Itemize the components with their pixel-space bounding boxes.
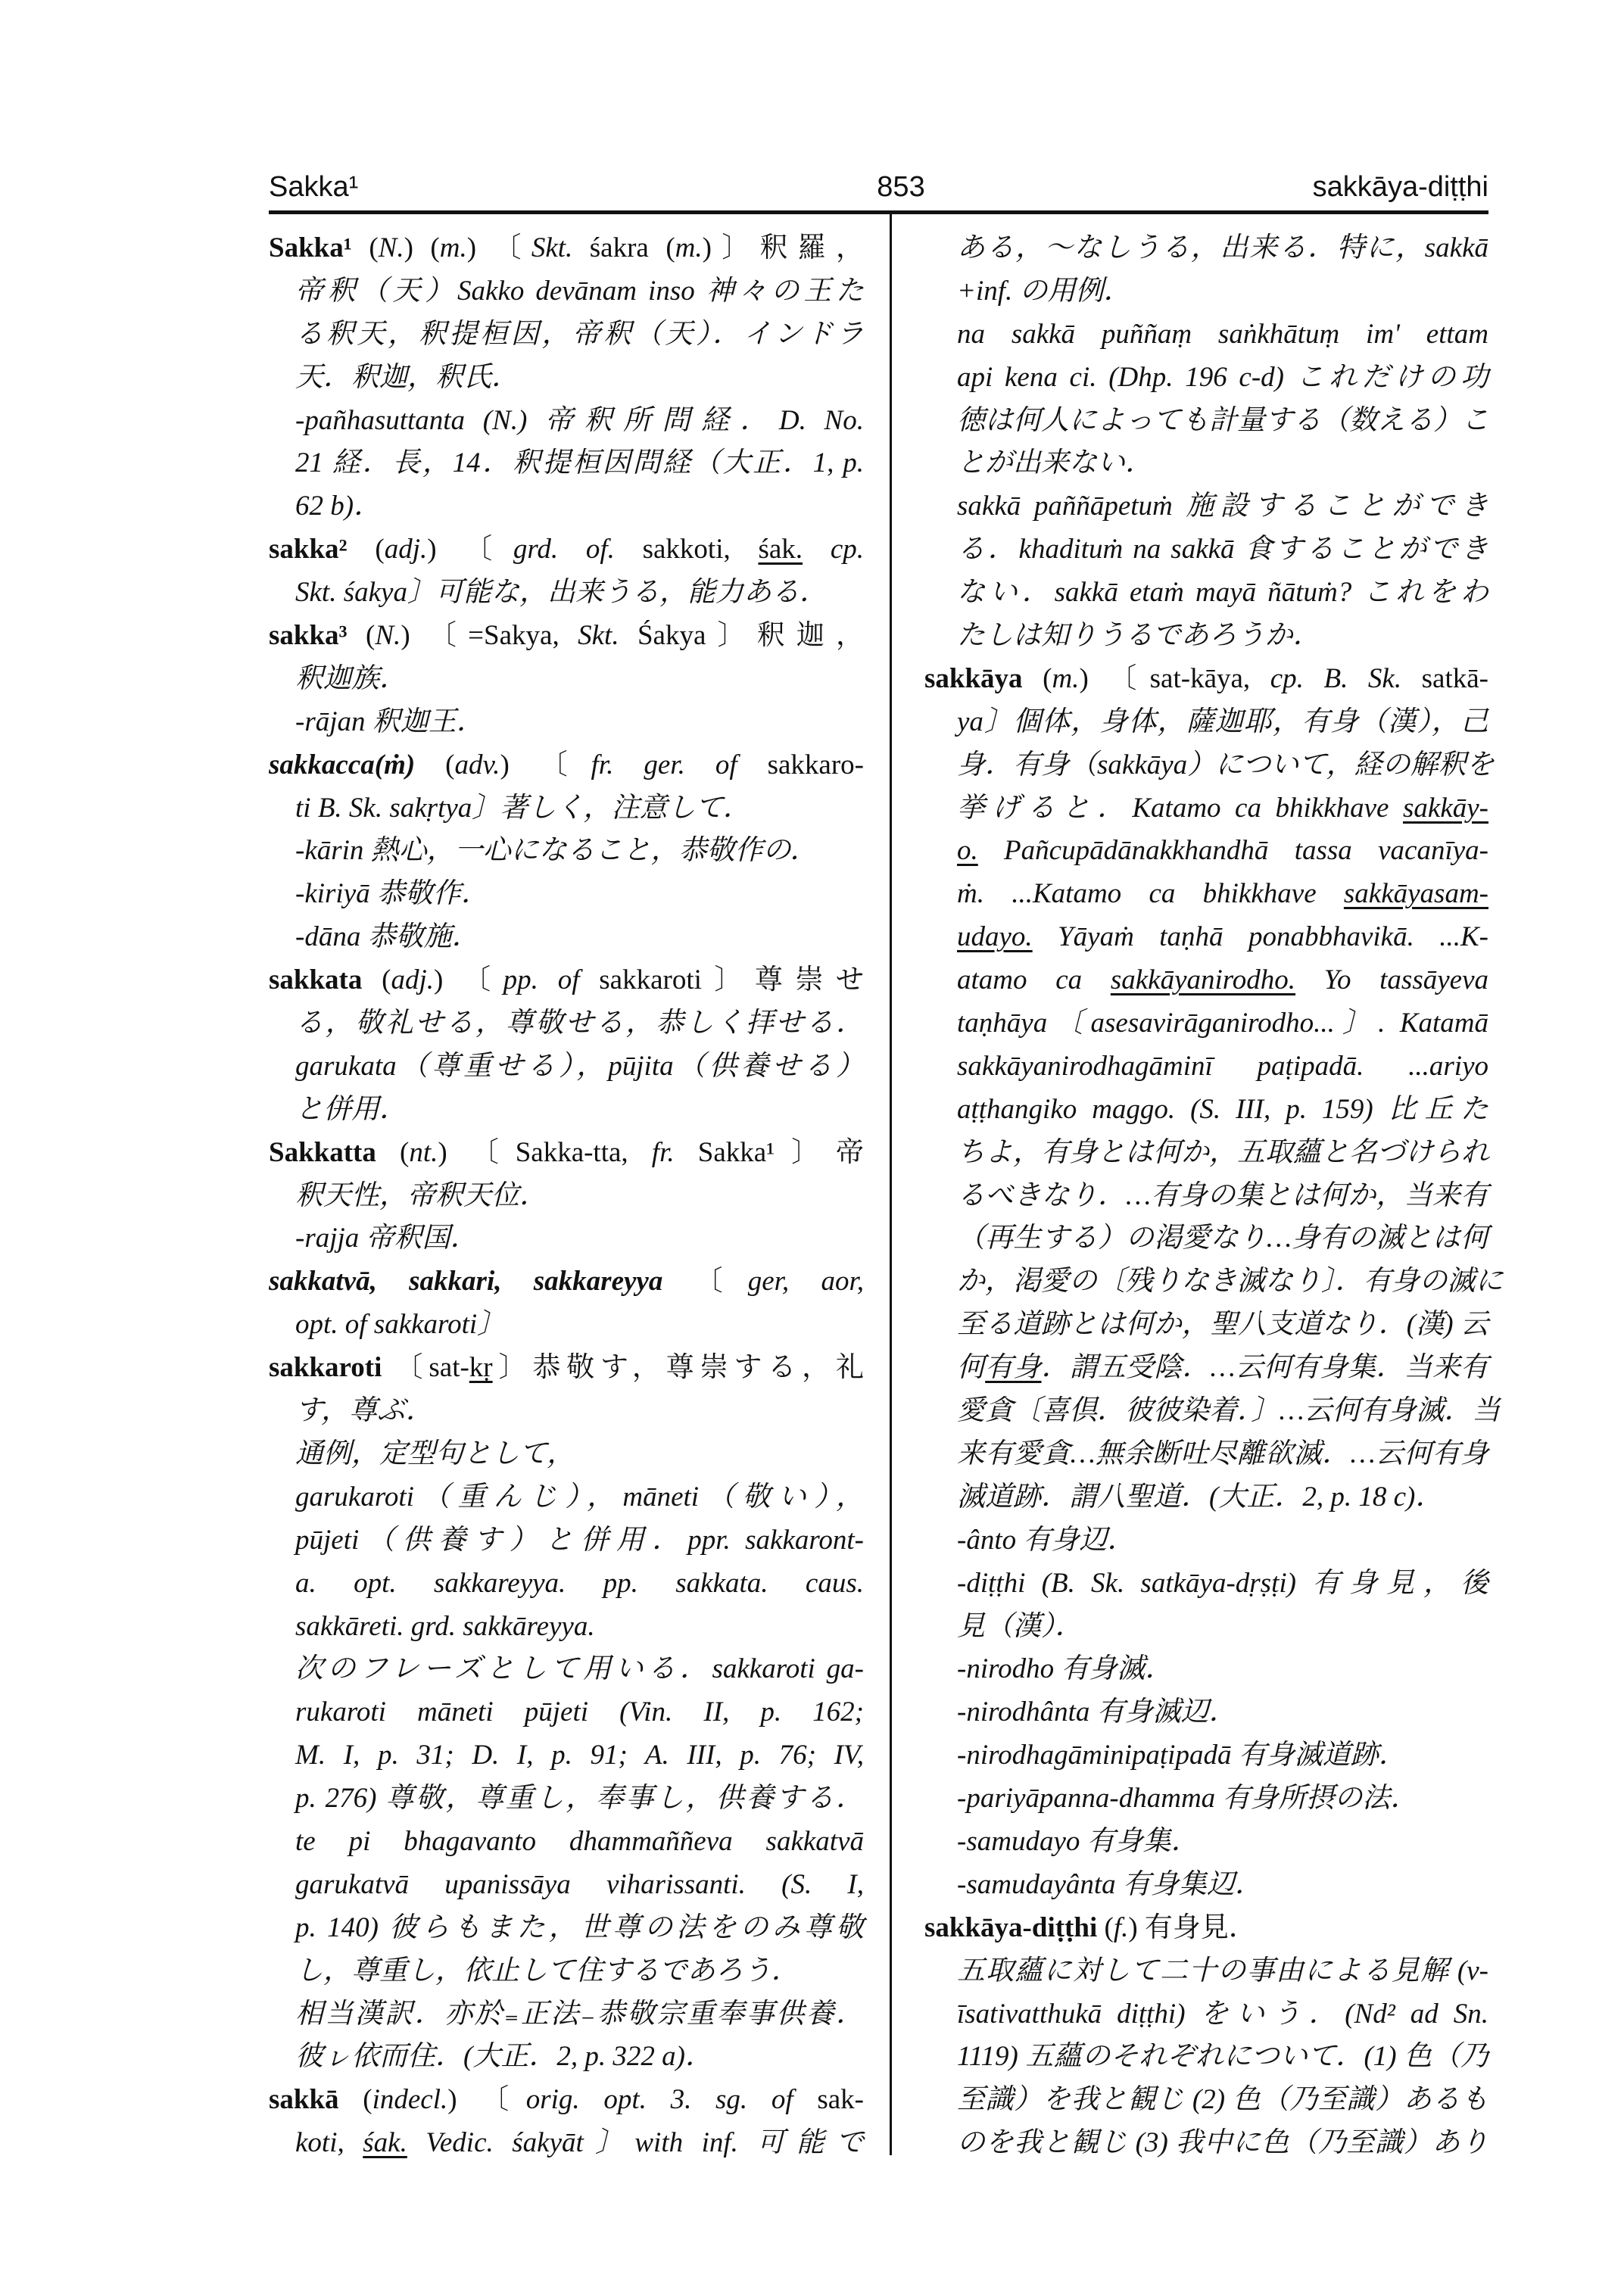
text-run: ちよ，有身とは何か，五取蘊と名づけられ (957, 1136, 1489, 1168)
entry-text-line (269, 1433, 864, 1476)
text-run: sakkāyanirodhagāminī paṭipadā. ...ariyo (957, 1050, 1488, 1082)
entry-text-line (924, 313, 1488, 357)
text-run: B. Sk. (1050, 1567, 1125, 1599)
text-run: ない．sakkā etaṁ mayā ñātuṁ? これをわ (957, 577, 1488, 609)
text-run: る釈天，釈提桓因，帝釈（天）．インドラ (295, 318, 864, 350)
text-run: orig. opt. 3. sg. of (525, 2084, 793, 2116)
headword: sakkaroti (269, 1352, 382, 1384)
entry-text-line (924, 1390, 1501, 1433)
text-run: す，尊ぶ． (295, 1395, 434, 1427)
running-head-right: sakkāya-diṭṭhi (1312, 171, 1488, 203)
header-rule (269, 210, 1488, 214)
entry-text-line (924, 2122, 1488, 2165)
headword: sakkacca(ṁ) (269, 749, 416, 780)
text-run: aṭṭhangiko maggo. (S. III, p. 159) 比丘た (957, 1093, 1488, 1125)
text-run: ) 帝釈所問経．D. No. (518, 404, 864, 436)
text-run: ) 〔=Sakya, (401, 620, 578, 652)
entry-text-line (269, 572, 864, 615)
headword: sakkā (269, 2084, 339, 2116)
entry-text-line (269, 1734, 864, 1777)
headword: sakkāya (924, 662, 1023, 694)
entry-text-line (924, 1045, 1488, 1089)
text-run: 彼ㇾ依而住．(大正．2, p. 322 a)． (295, 2041, 713, 2073)
text-run: 何 (957, 1352, 986, 1384)
underlined-text: sakkāyanirodho. (1110, 964, 1296, 996)
entry-text-line (924, 615, 1488, 658)
text-run: 来有愛貪…無余断吐尽離欲滅．…云何有身 (957, 1438, 1488, 1469)
entry-text-line (924, 572, 1488, 615)
text-run: -samudayo 有身集． (957, 1825, 1199, 1857)
text-run: -samudayânta 有身集辺． (957, 1868, 1263, 1900)
entry-text-line (924, 2036, 1488, 2079)
entry-text-line (924, 916, 1488, 959)
entry-text-line (269, 1950, 864, 1993)
entry-text-line (924, 1260, 1504, 1304)
text-run: 次のフレーズとして用いる．sakkaroti ga- (295, 1653, 864, 1685)
text-run: 〔sat- (382, 1352, 469, 1384)
entry-text-line (924, 357, 1488, 400)
entry-text-line (924, 1993, 1488, 2036)
entry-text-line (924, 1132, 1488, 1175)
entry-text-line (269, 1562, 864, 1606)
text-run: ppr. (687, 1524, 731, 1556)
text-run: 62 b)． (295, 491, 382, 522)
entry-headword-line (269, 1260, 864, 1304)
entry-text-line (269, 270, 864, 313)
entry-text-line (924, 270, 1488, 313)
text-run: sakkaroti〕 (366, 1309, 506, 1341)
text-run: -kārin 熱心，一心になること，恭敬作の． (295, 835, 818, 867)
text-run: ( (1022, 662, 1052, 694)
text-run: fr. ger. of (591, 749, 737, 780)
text-run: koti, (295, 2127, 363, 2159)
text-run: garukata（尊重せる），pūjita（供養せる） (295, 1050, 864, 1082)
text-run: grd. of. (513, 534, 615, 565)
text-run: m. (675, 232, 703, 263)
text-run: sakṛtya〕著しく，注意して． (382, 792, 751, 824)
entry-headword-line (269, 1347, 864, 1390)
text-run: atamo ca (957, 964, 1111, 996)
entry-headword-line (269, 1132, 864, 1175)
entry-text-line (924, 1606, 1488, 1649)
text-run: Śakya〕釈迦， (619, 620, 864, 652)
entry-headword-line (269, 615, 864, 658)
text-run: cp. B. Sk. (1270, 662, 1402, 694)
text-run: Skt. (531, 232, 573, 263)
text-run: Yo tassāyeva (1295, 964, 1488, 996)
text-run: るべきなり．…有身の集とは何か，当来有 (957, 1179, 1488, 1211)
text-run: śakya〕可能な，出来うる，能力ある． (336, 577, 828, 609)
text-run: N. (375, 620, 401, 652)
text-run: 通例，定型句として， (295, 1438, 575, 1469)
entry-text-line (269, 1002, 864, 1045)
entry-text-line (269, 1390, 864, 1433)
text-run: sakkāreti. (295, 1610, 411, 1642)
text-run: Vedic. (425, 2127, 494, 2159)
text-run: ある，～なしうる，出来る．特に，sakkā (957, 232, 1488, 263)
entry-text-line (269, 1907, 864, 1950)
entry-text-line (269, 357, 864, 400)
text-run: m. (1052, 662, 1080, 694)
entry-text-line (269, 787, 864, 830)
text-run: taṇhāya〔asesavirāganirodho...〕. Katamā (957, 1008, 1488, 1039)
text-run: Skt. (578, 620, 619, 652)
entry-text-line (269, 1175, 864, 1218)
headword: Sakka¹ (269, 232, 352, 263)
text-run: -dāna 恭敬施． (295, 921, 480, 953)
text-run (407, 2127, 426, 2158)
entry-text-line (269, 1089, 864, 1132)
text-run: -kiriyā 恭敬作． (295, 878, 489, 910)
entry-text-line (269, 2036, 864, 2079)
headword: sakka³ (269, 620, 348, 652)
text-run: のを我と観じ (3) 我中に色（乃至識）あり (957, 2127, 1488, 2159)
entry-text-line (924, 1777, 1488, 1821)
entry-text-line (924, 2079, 1488, 2122)
text-run: te pi bhagavanto dhammaññeva sakkatvā (295, 1825, 864, 1857)
text-run: Sakka¹〕帝 (674, 1136, 865, 1168)
text-run: adv. (454, 749, 500, 780)
text-run: grd. (410, 1610, 457, 1642)
entry-text-line (269, 658, 864, 701)
text-run: る．khadituṁ na sakkā 食することができ (957, 534, 1488, 565)
left-column (269, 227, 864, 2165)
text-run: śakyāt〕 (493, 2127, 635, 2159)
entry-text-line (269, 1648, 864, 1691)
entry-text-line (269, 1821, 864, 1864)
text-run: N. (492, 404, 519, 436)
text-run: śakra ( (572, 232, 675, 263)
text-run: 五取蘊に対して二十の事由による見解 (v- (957, 1955, 1488, 1986)
entry-headword-line (269, 528, 864, 572)
entry-text-line (924, 1476, 1488, 1519)
entry-text-line (269, 2122, 864, 2165)
text-run: 釈天性，帝釈天位． (295, 1179, 547, 1211)
entry-text-line (269, 1606, 864, 1649)
underlined-text: 有身 (985, 1352, 1042, 1384)
entry-text-line (924, 1433, 1488, 1476)
underlined-text: śak. (758, 534, 803, 565)
headword: sakkatvā, sakkari, sakkareyya (269, 1266, 663, 1298)
entry-headword-line (269, 2079, 864, 2122)
underlined-text: udayo. (957, 921, 1033, 953)
entry-text-line (269, 1217, 864, 1260)
text-run (803, 534, 831, 565)
text-run: garukatvā upanissāya viharissanti. (S. I, (295, 1868, 864, 1900)
entry-text-line (269, 873, 864, 916)
entry-text-line (924, 528, 1488, 572)
text-run: pūjeti（供養す）と併用． (295, 1524, 688, 1556)
entry-text-line (924, 227, 1488, 270)
entry-text-line (924, 1691, 1488, 1734)
text-run: ) 〔Sakka-tta, (438, 1136, 652, 1168)
text-run: る，敬礼せる，尊敬せる，恭しく拝せる． (295, 1008, 864, 1039)
text-run: Skt. (295, 577, 337, 609)
text-run: pp. of (503, 964, 580, 996)
underlined-text: śak. (363, 2127, 407, 2159)
text-run: か，渇愛の〔残りなき滅なり〕．有身の滅に (957, 1266, 1504, 1298)
text-run: ) 〔 (466, 232, 531, 263)
right-column (924, 227, 1504, 2165)
entry-text-line (269, 1993, 864, 2036)
underlined-text: sakkāyasam- (1343, 878, 1488, 910)
text-run: sak- (793, 2084, 864, 2116)
entry-text-line (924, 1347, 1488, 1390)
text-run: ( (1097, 1911, 1114, 1943)
text-run: indecl. (372, 2084, 448, 2116)
entry-text-line (924, 400, 1488, 443)
text-run: ( (347, 534, 385, 565)
text-run: たしは知りうるであろうか． (957, 620, 1321, 652)
headword: sakkata (269, 964, 363, 996)
text-run: api kena ci. (Dhp. 196 c-d) これだけの功 (957, 361, 1488, 393)
text-run: ( (362, 964, 391, 996)
entry-text-line (924, 744, 1495, 787)
entry-text-line (924, 1562, 1488, 1606)
entry-text-line (269, 1777, 864, 1821)
text-run: -pañhasuttanta ( (295, 404, 493, 436)
entry-text-line (924, 1304, 1488, 1347)
entry-text-line (924, 1821, 1488, 1864)
text-run: -rajja 帝釈国． (295, 1223, 478, 1254)
text-run: na sakkā puññaṃ saṅkhātuṃ im' ettam (957, 318, 1488, 350)
entry-text-line (924, 485, 1488, 528)
entry-text-line (269, 1045, 864, 1089)
text-run: -diṭṭhi ( (957, 1567, 1051, 1599)
underlined-text: sakkāy- (1403, 792, 1488, 824)
text-run: -nirodhânta 有身滅辺． (957, 1696, 1237, 1728)
text-run: -nirodho 有身滅． (957, 1653, 1174, 1685)
text-run: opt. of (295, 1309, 367, 1341)
entry-text-line (269, 485, 864, 528)
entry-text-line (924, 873, 1488, 916)
text-run: -ânto 有身辺． (957, 1524, 1136, 1556)
entry-text-line (924, 1734, 1488, 1777)
entry-text-line (924, 701, 1488, 744)
text-run: sakkoti, (614, 534, 759, 565)
text-run: ) 〔 (447, 2084, 526, 2116)
text-run: sakkaroti〕尊崇せ (579, 964, 865, 996)
text-run: M. I, p. 31; D. I, p. 91; A. III, p. 76; IV, (295, 1740, 864, 1771)
text-run: 滅道跡．謂八聖道．(大正．2, p. 18 c)． (957, 1481, 1444, 1513)
text-run: 徳は何人によっても計量する（数える）こ (957, 404, 1489, 436)
text-run: -rājan 釈迦王． (295, 706, 485, 737)
entry-text-line (269, 442, 864, 485)
text-run: adj. (384, 534, 428, 565)
text-run: 釈迦族． (295, 662, 407, 694)
text-run: Yāyaṁ taṇhā ponabbhavikā. ...K- (1032, 921, 1488, 953)
entry-text-line (269, 1864, 864, 1907)
text-run: ) 〔 (434, 964, 503, 996)
text-run: ) ( (404, 232, 440, 263)
entry-headword-line (269, 959, 864, 1002)
text-run: inf. (975, 275, 1013, 307)
text-run: ( (415, 749, 455, 780)
text-run: 天．釈迦，釈氏． (295, 361, 519, 393)
text-run: p. 276) 尊敬，尊重し，奉事し，供養する． (295, 1783, 864, 1815)
text-run: rukaroti māneti pūjeti (Vin. II, p. 162; (295, 1696, 864, 1728)
text-run: sakkaro- (737, 749, 864, 780)
entry-text-line (269, 1476, 864, 1519)
text-run: Pañcupādānakkhandhā tassa vacanīya- (977, 835, 1488, 867)
entry-text-line (269, 830, 864, 873)
text-run: sakkā paññāpetuṁ 施設することができ (957, 491, 1488, 522)
entry-text-line (924, 1217, 1488, 1260)
entry-text-line (924, 1089, 1488, 1132)
entry-text-line (924, 1519, 1488, 1562)
text-run: garukaroti（重んじ），māneti（敬い）， (295, 1481, 864, 1513)
text-run: 可能で (737, 2127, 865, 2159)
text-run: 身．有身（sakkāya）について，経の解釈を (957, 749, 1495, 780)
text-run: ) 〔 (500, 749, 591, 780)
text-run: 〔 (662, 1266, 748, 1298)
headword: Sakkatta (269, 1136, 376, 1168)
text-run: opt. (354, 1567, 397, 1599)
text-run: ( (351, 232, 379, 263)
underlined-text: o. (957, 835, 978, 867)
entry-headword-line (924, 1907, 1488, 1950)
entry-text-line (924, 1002, 1488, 1045)
entry-headword-line (269, 227, 864, 270)
text-run: N. (378, 232, 404, 263)
text-run: ．謂五受陰．…云何有身集．当来有 (1041, 1352, 1488, 1384)
running-head-left: Sakka¹ (269, 171, 359, 203)
text-run: 帝釈（天）Sakko devānam inso 神々の王た (295, 275, 864, 307)
entry-text-line (269, 916, 864, 959)
text-run: し，尊重し，依止して住するであろう． (295, 1955, 800, 1986)
text-run: B. Sk. (317, 792, 383, 824)
text-run: sakkata. (637, 1567, 806, 1599)
entry-text-line (924, 830, 1488, 873)
text-run: ṁ. ...Katamo ca bhikkhave (957, 878, 1344, 910)
text-run: sakkaront- (730, 1524, 864, 1556)
text-run: with inf. (634, 2127, 738, 2159)
entry-text-line (924, 1950, 1488, 1993)
entry-text-line (269, 1519, 864, 1562)
text-run: 〕恭敬す，尊崇する，礼 (492, 1352, 864, 1384)
text-run: 相当漢訳．亦於₌正法₋恭敬宗重奉事供養． (295, 1998, 864, 2030)
text-run: 21 経．長，14．釈提桓因問経（大正．1, p. (295, 447, 864, 479)
text-run: ger, aor, (747, 1266, 864, 1298)
text-run: nt. (409, 1136, 438, 1168)
entry-text-line (924, 959, 1488, 1002)
text-run: と併用． (295, 1093, 407, 1125)
text-run: 至識）を我と観じ (2) 色（乃至識）あるも (957, 2084, 1488, 2116)
entry-text-line (269, 1691, 864, 1734)
text-run: 愛貪〔喜倶．彼彼染着．〕…云何有身滅．当 (957, 1395, 1501, 1427)
text-run: ) 有身見． (1128, 1911, 1257, 1943)
text-run: の用例． (1012, 275, 1132, 307)
page-number: 853 (877, 171, 925, 203)
text-run: a. (295, 1567, 354, 1599)
underlined-text: kṛ (469, 1352, 493, 1384)
text-run: （再生する）の渇愛なり…身有の滅とは何 (957, 1223, 1488, 1254)
text-run: ) 〔sat-kāya, (1079, 662, 1270, 694)
column-divider (890, 214, 892, 2155)
text-run: 至る道跡とは何か，聖八支道なり．(漢) 云 (957, 1309, 1488, 1341)
text-run: 1119) 五蘊のそれぞれについて．(1) 色（乃 (957, 2041, 1488, 2073)
entry-text-line (924, 1648, 1488, 1691)
text-run: satkā- (1401, 662, 1488, 694)
entry-text-line (924, 1175, 1488, 1218)
text-run: adj. (391, 964, 435, 996)
text-run: f. (1113, 1911, 1129, 1943)
text-run: p. 140) 彼らもまた，世尊の法をのみ尊敬 (295, 1911, 864, 1943)
text-run: cp. (830, 534, 864, 565)
entry-headword-line (269, 744, 864, 787)
text-run: 見（漢）． (957, 1610, 1083, 1642)
text-run: m. (439, 232, 467, 263)
text-run: + (957, 275, 976, 307)
headword: sakkāya-diṭṭhi (924, 1911, 1098, 1943)
text-run: caus. (805, 1567, 864, 1599)
entry-text-line (269, 701, 864, 744)
entry-text-line (924, 442, 1488, 485)
text-run: ( (338, 2084, 372, 2116)
entry-headword-line (924, 658, 1488, 701)
text-run: ) 〔 (427, 534, 513, 565)
text-run: とが出来ない． (957, 447, 1153, 479)
text-run: sakkareyya. (396, 1567, 603, 1599)
entry-text-line (924, 1864, 1488, 1907)
entry-text-line (269, 1304, 864, 1347)
text-run: ( (347, 620, 376, 652)
entry-text-line (269, 400, 864, 443)
text-run: -pariyāpanna-dhamma 有身所摂の法． (957, 1783, 1419, 1815)
text-run: fr. (651, 1136, 675, 1168)
headword: sakka² (269, 534, 348, 565)
text-run: ya〕個体，身体，薩迦耶，有身（漢），己 (957, 706, 1488, 737)
text-run: sakkāreyya. (456, 1610, 595, 1642)
entry-text-line (924, 787, 1488, 830)
text-run: pp. (603, 1567, 638, 1599)
text-run: )〕釈羅， (702, 232, 864, 263)
text-run: ( (376, 1136, 410, 1168)
text-run: ti (295, 792, 318, 824)
entry-text-line (269, 313, 864, 357)
text-run: īsativatthukā diṭṭhi) をいう．(Nd² ad Sn. (957, 1998, 1488, 2030)
text-run: 挙げると．Katamo ca bhikkhave (957, 792, 1403, 824)
text-run: -nirodhagāminipaṭipadā 有身滅道跡． (957, 1740, 1407, 1771)
text-run: satkāya-dṛṣṭi) 有身見，後 (1124, 1567, 1488, 1599)
